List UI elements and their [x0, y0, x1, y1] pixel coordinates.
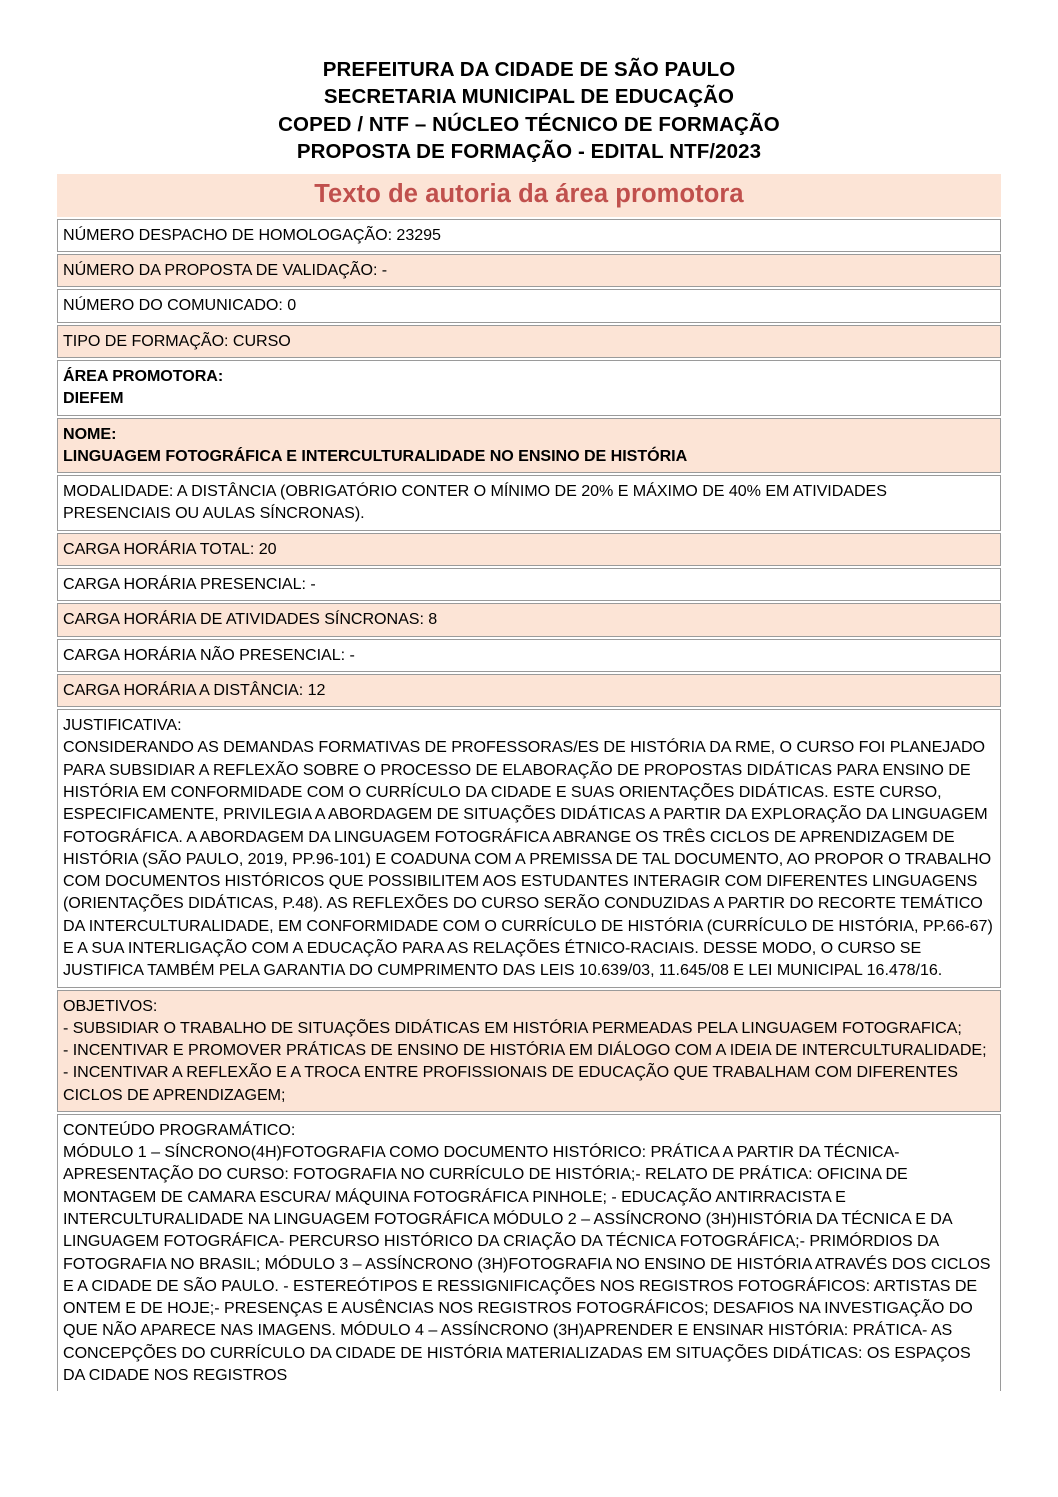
- carga-distancia-text: CARGA HORÁRIA A DISTÂNCIA: 12: [63, 680, 326, 699]
- conteudo-label: CONTEÚDO PROGRAMÁTICO:: [63, 1120, 296, 1139]
- row-numero-proposta: [57, 254, 1001, 287]
- row-carga-presencial: [57, 568, 1001, 601]
- row-objetivos: [57, 990, 1001, 1112]
- tipo-formacao-text: TIPO DE FORMAÇÃO: CURSO: [63, 331, 291, 350]
- header-line-secretaria: SECRETARIA MUNICIPAL DE EDUCAÇÃO: [323, 85, 735, 109]
- nome-label: NOME:: [63, 424, 117, 443]
- row-tipo-formacao: [57, 325, 1001, 358]
- carga-total-text: CARGA HORÁRIA TOTAL: 20: [63, 539, 277, 558]
- header-line-coped-ntf: COPED / NTF – NÚCLEO TÉCNICO DE FORMAÇÃO: [278, 112, 780, 136]
- row-conteudo-programatico: [57, 1114, 1001, 1391]
- modalidade-text: MODALIDADE: A DISTÂNCIA (OBRIGATÓRIO CONTER O MÍNIMO DE 20% E MÁXIMO DE 40% EM ATIVIDADES PRESENCIAIS OU AULAS SÍNCRONAS).: [63, 482, 887, 523]
- numero-despacho-text: NÚMERO DESPACHO DE HOMOLOGAÇÃO: 23295: [63, 225, 441, 244]
- row-nome: [57, 418, 1001, 474]
- header-line-prefeitura: PREFEITURA DA CIDADE DE SÃO PAULO: [322, 58, 736, 81]
- numero-comunicado-text: NÚMERO DO COMUNICADO: 0: [63, 296, 297, 315]
- conteudo-text: MÓDULO 1 – SÍNCRONO(4H)FOTOGRAFIA COMO DOCUMENTO HISTÓRICO: PRÁTICA A PARTIR DA TÉCNICA- APRESENTAÇÃO DO CURSO: FOTOGRAFIA NO CURRÍCULO DE HISTÓRIA;- RELATO DE PRÁTICA: OFICINA DE MONTAGEM DE CAMARA ESCURA/ MÁQUINA FOTOGRÁFICA PINHOLE; - EDUCAÇÃO ANTIRRACISTA E INTERCULTURALIDADE NA LINGUAGEM FOTOGRÁFICA MÓDULO 2 – ASSÍNCRONO (3H)HISTÓRIA DA TÉCNICA E DA LINGUAGEM FOTOGRÁFICA- PERCURSO HISTÓRICO DA CRIAÇÃO DA TÉCNICA FOTOGRÁFICA;- PRIMÓRDIOS DA FOTOGRAFIA NO BRASIL; MÓDULO 3 – ASSÍNCRONO (3H)FOTOGRAFIA NO ENSINO DE HISTÓRIA ATRAVÉS DOS CICLOS E A CIDADE DE SÃO PAULO. - ESTEREÓTIPOS E RESSIGNIFICAÇÕES NOS REGISTROS FOTOGRÁFICOS: ARTISTAS DE ONTEM E DE HOJE;- PRESENÇAS E AUSÊNCIAS NOS REGISTROS FOTOGRÁFICOS; DESAFIOS NA INVESTIGAÇÃO DO QUE NÃO APARECE NAS IMAGENS. MÓDULO 4 – ASSÍNCRONO (3H)APRENDER E ENSINAR HISTÓRIA: PRÁTICA- AS CONCEPÇÕES DO CURRÍCULO DA CIDADE DE HISTÓRIA MATERIALIZADAS EM SITUAÇÕES DIDÁTICAS: OS ESPAÇOS DA CIDADE NOS REGISTROS: [63, 1143, 991, 1385]
- nome-value: LINGUAGEM FOTOGRÁFICA E INTERCULTURALIDADE NO ENSINO DE HISTÓRIA: [63, 446, 688, 465]
- objetivos-item-3: - INCENTIVAR A REFLEXÃO E A TROCA ENTRE PROFISSIONAIS DE EDUCAÇÃO QUE TRABALHAM COM DIFERENTES CICLOS DE APRENDIZAGEM;: [63, 1063, 958, 1104]
- objetivos-label: OBJETIVOS:: [63, 996, 158, 1015]
- row-justificativa: [57, 709, 1001, 987]
- numero-proposta-text: NÚMERO DA PROPOSTA DE VALIDAÇÃO: -: [63, 261, 388, 280]
- row-modalidade: [57, 475, 1001, 531]
- justificativa-text: CONSIDERANDO AS DEMANDAS FORMATIVAS DE PROFESSORAS/ES DE HISTÓRIA DA RME, O CURSO FOI PLANEJADO PARA SUBSIDIAR A REFLEXÃO SOBRE O PROCESSO DE ELABORAÇÃO DE PROPOSTAS DIDÁTICAS PARA ENSINO DE HISTÓRIA EM CONFORMIDADE COM O CURRÍCULO DA CIDADE E SUAS ORIENTAÇÕES DIDÁTICAS. ESTE CURSO, ESPECIFICAMENTE, PRIVILEGIA A ABORDAGEM DE SITUAÇÕES DIDÁTICAS A PARTIR DA EXPLORAÇÃO DA LINGUAGEM FOTOGRÁFICA. A ABORDAGEM DA LINGUAGEM FOTOGRÁFICA ABRANGE OS TRÊS CICLOS DE APRENDIZAGEM DE HISTÓRIA (SÃO PAULO, 2019, PP.96-101) E COADUNA COM A PREMISSA DE TAL DOCUMENTO, AO PROPOR O TRABALHO COM DOCUMENTOS HISTÓRICOS QUE POSSIBILITEM AOS ESTUDANTES INTERAGIR COM DIFERENTES LINGUAGENS (ORIENTAÇÕES DIDÁTICAS, P.48). AS REFLEXÕES DO CURSO SERÃO CONDUZIDAS A PARTIR DO RECORTE TEMÁTICO DA INTERCULTURALIDADE, EM CONFORMIDADE COM O CURRÍCULO DE HISTÓRIA (CURRÍCULO DE HISTÓRIA, PP.66-67) E A SUA INTERLIGAÇÃO COM A EDUCAÇÃO PARA AS RELAÇÕES ÉTNICO-RACIAIS. DESSE MODO, O CURSO SE JUSTIFICA TAMBÉM PELA GARANTIA DO CUMPRIMENTO DAS LEIS 10.639/03, 11.645/08 E LEI MUNICIPAL 16.478/16.: [63, 738, 993, 980]
- objetivos-item-1: - SUBSIDIAR O TRABALHO DE SITUAÇÕES DIDÁTICAS EM HISTÓRIA PERMEADAS PELA LINGUAGEM FOTOGRAFICA;: [63, 1018, 962, 1037]
- banner-title: Texto de autoria da área promotora: [314, 179, 744, 208]
- row-area-promotora: [57, 360, 1001, 416]
- row-carga-sincronas: [57, 603, 1001, 636]
- document-header: [57, 56, 1001, 166]
- row-numero-comunicado: [57, 289, 1001, 322]
- area-promotora-value: DIEFEM: [63, 389, 124, 408]
- form-rows: [57, 219, 1001, 1391]
- objetivos-item-2: - INCENTIVAR E PROMOVER PRÁTICAS DE ENSINO DE HISTÓRIA EM DIÁLOGO COM A IDEIA DE INTERCULTURALIDADE;: [63, 1041, 987, 1060]
- carga-sincronas-text: CARGA HORÁRIA DE ATIVIDADES SÍNCRONAS: 8: [63, 610, 438, 629]
- banner-texto-autoria: [57, 174, 1001, 217]
- area-promotora-label: ÁREA PROMOTORA:: [63, 367, 224, 386]
- header-line-proposta: PROPOSTA DE FORMAÇÃO - EDITAL NTF/2023: [296, 140, 762, 164]
- row-carga-distancia: [57, 674, 1001, 707]
- row-numero-despacho: [57, 219, 1001, 252]
- justificativa-label: JUSTIFICATIVA:: [63, 716, 182, 735]
- carga-presencial-text: CARGA HORÁRIA PRESENCIAL: -: [63, 575, 316, 594]
- row-carga-nao-presencial: [57, 639, 1001, 672]
- carga-nao-presencial-text: CARGA HORÁRIA NÃO PRESENCIAL: -: [63, 645, 355, 664]
- row-carga-total: [57, 533, 1001, 566]
